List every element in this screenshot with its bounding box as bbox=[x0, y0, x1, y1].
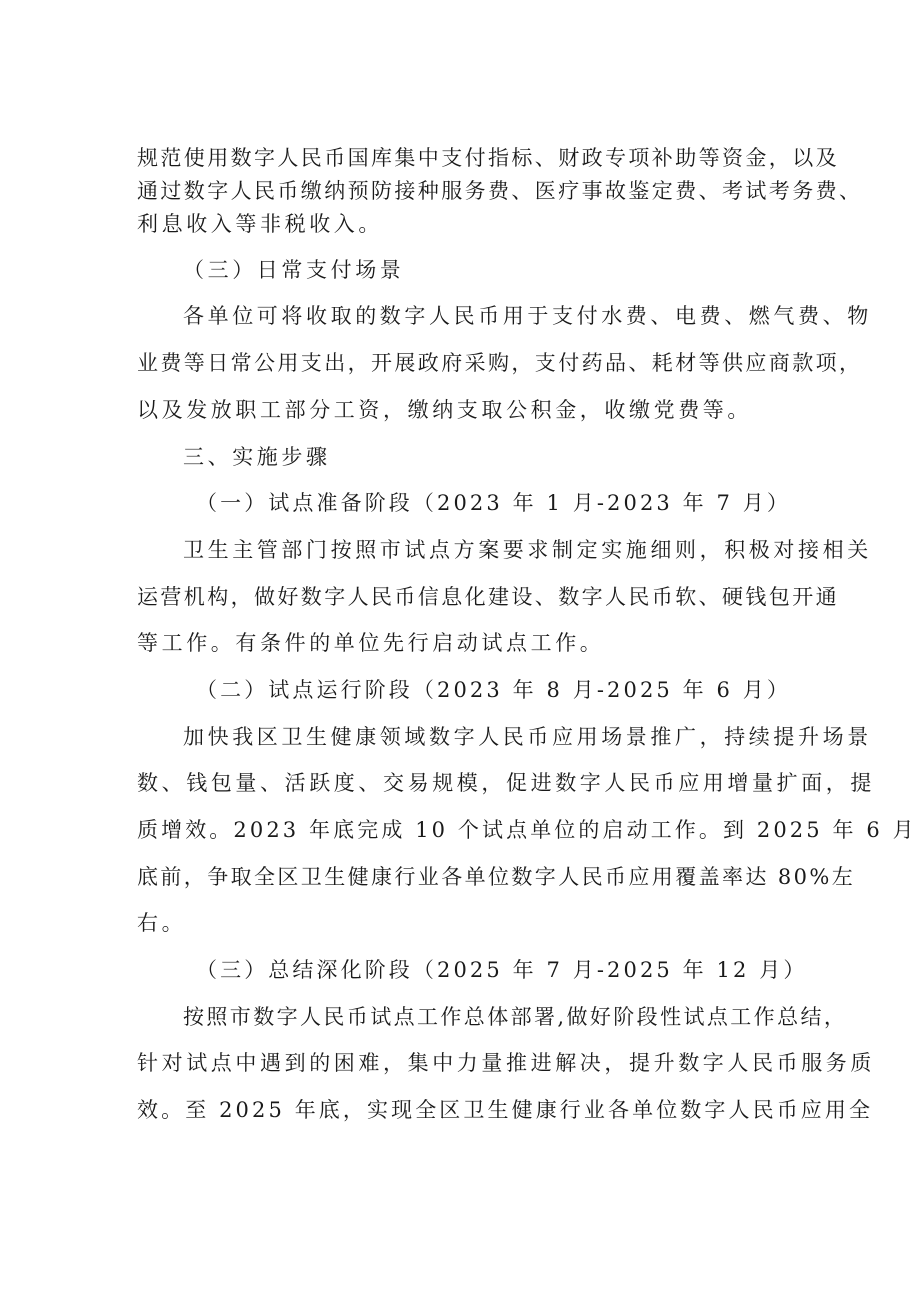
text-line-18: 右。 bbox=[137, 911, 187, 935]
text-line-11: 运营机构，做好数字人民币信息化建设、数字人民币软、硬钱包开通 bbox=[137, 585, 839, 609]
text-line-10: 卫生主管部门按照市试点方案要求制定实施细则，积极对接相关 bbox=[183, 538, 872, 562]
section-heading-implementation-steps: 三、实施步骤 bbox=[183, 445, 331, 469]
text-line-6: 业费等日常公用支出，开展政府采购，支付药品、耗材等供应商款项， bbox=[137, 351, 863, 375]
section-heading-summary-stage: （三）总结深化阶段（2025 年 7 月-2025 年 12 月） bbox=[196, 958, 808, 982]
text-line-22: 效。至 2025 年底，实现全区卫生健康行业各单位数字人民币应用全 bbox=[137, 1098, 874, 1122]
text-line-3: 利息收入等非税收入。 bbox=[137, 212, 383, 236]
text-line-21: 针对试点中遇到的困难，集中力量推进解决，提升数字人民币服务质 bbox=[137, 1051, 875, 1075]
section-heading-operation-stage: （二）试点运行阶段（2023 年 8 月-2025 年 6 月） bbox=[196, 678, 791, 702]
text-line-15: 数、钱包量、活跃度、交易规模，促进数字人民币应用增量扩面，提 bbox=[137, 771, 875, 795]
text-line-17: 底前，争取全区卫生健康行业各单位数字人民币应用覆盖率达 80%左 bbox=[137, 865, 856, 889]
text-line-5: 各单位可将收取的数字人民币用于支付水费、电费、燃气费、物 bbox=[183, 304, 872, 328]
section-heading-preparation-stage: （一）试点准备阶段（2023 年 1 月-2023 年 7 月） bbox=[196, 491, 791, 515]
section-heading-daily-payment: （三）日常支付场景 bbox=[183, 258, 405, 282]
text-line-7: 以及发放职工部分工资，缴纳支取公积金，收缴党费等。 bbox=[137, 398, 752, 422]
text-line-14: 加快我区卫生健康领域数字人民币应用场景推广，持续提升场景 bbox=[183, 725, 872, 749]
text-line-1: 规范使用数字人民币国库集中支付指标、财政专项补助等资金，以及 bbox=[137, 146, 839, 170]
text-line-2: 通过数字人民币缴纳预防接种服务费、医疗事故鉴定费、考试考务费、 bbox=[137, 179, 863, 203]
text-line-20: 按照市数字人民币试点工作总体部署,做好阶段性试点工作总结， bbox=[183, 1005, 848, 1029]
text-line-16: 质增效。2023 年底完成 10 个试点单位的启动工作。到 2025 年 6 月 bbox=[137, 818, 917, 842]
text-line-12: 等工作。有条件的单位先行启动试点工作。 bbox=[137, 631, 605, 655]
